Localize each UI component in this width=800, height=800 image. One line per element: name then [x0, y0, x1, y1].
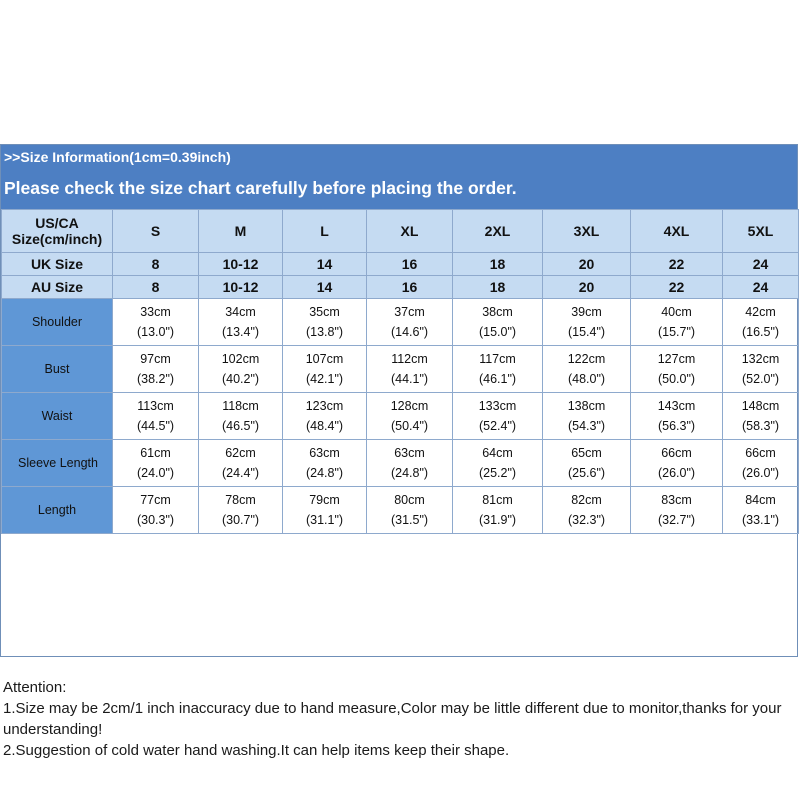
inch-value: (46.5") — [221, 419, 260, 433]
inch-value: (14.6") — [390, 325, 429, 339]
measure-cell — [199, 346, 283, 393]
uk-size-label: UK Size — [2, 253, 113, 276]
cm-value: 83cm — [661, 493, 692, 507]
measure-cell — [283, 299, 367, 346]
measure-label: Bust — [2, 346, 113, 393]
inch-value: (24.4") — [221, 466, 260, 480]
cm-value: 97cm — [140, 352, 171, 366]
cm-value: 112cm — [391, 352, 428, 366]
size-m: M — [199, 210, 283, 253]
au-size-cell: 14 — [283, 276, 367, 299]
inch-value: (13.8") — [305, 325, 344, 339]
cm-value: 66cm — [661, 446, 692, 460]
size-chart-notice: Please check the size chart carefully before placing the order. — [1, 169, 797, 209]
uk-size-cell: 24 — [723, 253, 799, 276]
measure-cell — [543, 346, 631, 393]
cm-value: 123cm — [305, 399, 344, 413]
uk-size-cell: 18 — [453, 253, 543, 276]
inch-value: (24.8") — [305, 466, 344, 480]
inch-value: (42.1") — [305, 372, 344, 386]
cm-value: 132cm — [741, 352, 780, 366]
cm-value: 82cm — [571, 493, 602, 507]
measure-label: Sleeve Length — [2, 440, 113, 487]
inch-value: (24.8") — [390, 466, 429, 480]
cm-value: 77cm — [140, 493, 171, 507]
inch-value: (25.6") — [567, 466, 606, 480]
measure-row-bust — [2, 346, 799, 393]
measure-cell — [199, 299, 283, 346]
cm-value: 127cm — [657, 352, 696, 366]
measure-cell — [631, 393, 723, 440]
inch-value: (50.4") — [390, 419, 429, 433]
cm-value: 65cm — [571, 446, 602, 460]
cm-value: 143cm — [657, 399, 696, 413]
inch-value: (54.3") — [567, 419, 606, 433]
size-l: L — [283, 210, 367, 253]
cm-value: 63cm — [394, 446, 425, 460]
cm-value: 107cm — [305, 352, 344, 366]
measure-cell — [113, 393, 199, 440]
size-s: S — [113, 210, 199, 253]
measure-row-sleeve-length — [2, 440, 799, 487]
au-size-cell: 24 — [723, 276, 799, 299]
inch-value: (26.0") — [741, 466, 780, 480]
au-size-cell: 20 — [543, 276, 631, 299]
inch-value: (31.1") — [305, 513, 344, 527]
cm-value: 138cm — [567, 399, 606, 413]
measure-cell — [723, 299, 799, 346]
inch-value: (40.2") — [221, 372, 260, 386]
cm-value: 122cm — [567, 352, 606, 366]
inch-value: (32.3") — [567, 513, 606, 527]
measure-cell — [199, 440, 283, 487]
size-header-row — [2, 210, 799, 253]
measure-cell — [113, 299, 199, 346]
inch-value: (15.4") — [567, 325, 606, 339]
measure-label: Waist — [2, 393, 113, 440]
measure-cell — [631, 299, 723, 346]
cm-value: 117cm — [479, 352, 516, 366]
inch-value: (16.5") — [741, 325, 780, 339]
au-size-cell: 16 — [367, 276, 453, 299]
inch-value: (31.9") — [478, 513, 517, 527]
cm-value: 42cm — [745, 305, 776, 319]
cm-value: 80cm — [394, 493, 425, 507]
cm-value: 63cm — [309, 446, 340, 460]
cm-value: 64cm — [482, 446, 513, 460]
attention-note-1: 1.Size may be 2cm/1 inch inaccuracy due to hand measure,Color may be little different due to monitor,thanks for your understanding! — [3, 700, 782, 738]
measure-cell — [453, 487, 543, 534]
measure-cell — [631, 346, 723, 393]
measure-cell — [367, 393, 453, 440]
uk-size-cell: 20 — [543, 253, 631, 276]
cm-value: 61cm — [140, 446, 171, 460]
size-2xl: 2XL — [453, 210, 543, 253]
measure-cell — [113, 487, 199, 534]
cm-value: 148cm — [741, 399, 780, 413]
measure-cell — [367, 299, 453, 346]
size-xl: XL — [367, 210, 453, 253]
cm-value: 133cm — [478, 399, 517, 413]
measure-cell — [199, 487, 283, 534]
uk-size-cell: 14 — [283, 253, 367, 276]
cm-value: 81cm — [482, 493, 513, 507]
cm-value: 66cm — [745, 446, 776, 460]
measure-cell — [283, 440, 367, 487]
size-3xl: 3XL — [543, 210, 631, 253]
uk-size-row — [2, 253, 799, 276]
inch-value: (44.1") — [390, 372, 429, 386]
inch-value: (56.3") — [657, 419, 696, 433]
measure-cell — [283, 346, 367, 393]
inch-value: (24.0") — [136, 466, 175, 480]
measure-label: Length — [2, 487, 113, 534]
size-5xl: 5XL — [723, 210, 799, 253]
inch-value: (50.0") — [657, 372, 696, 386]
cm-value: 37cm — [394, 305, 425, 319]
measure-row-length — [2, 487, 799, 534]
cm-value: 78cm — [225, 493, 256, 507]
cm-value: 39cm — [571, 305, 602, 319]
measure-row-waist — [2, 393, 799, 440]
measure-cell — [283, 393, 367, 440]
cm-value: 102cm — [221, 352, 260, 366]
cm-value: 128cm — [390, 399, 429, 413]
cm-value: 34cm — [225, 305, 256, 319]
cm-value: 79cm — [309, 493, 340, 507]
inch-value: (30.7") — [221, 513, 260, 527]
attention-title: Attention: — [3, 679, 67, 696]
measure-row-shoulder — [2, 299, 799, 346]
uk-size-cell: 10-12 — [199, 253, 283, 276]
size-table — [1, 209, 799, 534]
attention-notes — [3, 677, 797, 761]
au-size-label: AU Size — [2, 276, 113, 299]
uk-size-cell: 22 — [631, 253, 723, 276]
inch-value: (44.5") — [136, 419, 175, 433]
inch-value: (15.0") — [478, 325, 517, 339]
measure-cell — [723, 346, 799, 393]
uk-size-cell: 8 — [113, 253, 199, 276]
uk-size-cell: 16 — [367, 253, 453, 276]
measure-label: Shoulder — [2, 299, 113, 346]
inch-value: (38.2") — [136, 372, 175, 386]
cm-value: 38cm — [482, 305, 513, 319]
measure-cell — [631, 440, 723, 487]
inch-value: (58.3") — [741, 419, 780, 433]
measure-cell — [367, 487, 453, 534]
cm-value: 118cm — [222, 399, 259, 413]
au-size-cell: 18 — [453, 276, 543, 299]
attention-note-2: 2.Suggestion of cold water hand washing.It can help items keep their shape. — [3, 742, 510, 759]
inch-value: (26.0") — [657, 466, 696, 480]
measure-cell — [723, 440, 799, 487]
measure-cell — [199, 393, 283, 440]
inch-value: (15.7") — [657, 325, 696, 339]
measure-cell — [543, 393, 631, 440]
measure-cell — [543, 487, 631, 534]
au-size-cell: 10-12 — [199, 276, 283, 299]
measure-cell — [283, 487, 367, 534]
inch-value: (46.1") — [478, 372, 517, 386]
measure-cell — [543, 299, 631, 346]
measure-cell — [453, 440, 543, 487]
measure-cell — [367, 346, 453, 393]
measure-cell — [367, 440, 453, 487]
cm-value: 62cm — [225, 446, 256, 460]
cm-value: 35cm — [309, 305, 340, 319]
cm-value: 84cm — [745, 493, 776, 507]
inch-value: (33.1") — [741, 513, 780, 527]
cm-value: 113cm — [137, 399, 174, 413]
measure-cell — [631, 487, 723, 534]
inch-value: (31.5") — [390, 513, 429, 527]
au-size-cell: 22 — [631, 276, 723, 299]
inch-value: (48.4") — [305, 419, 344, 433]
measure-cell — [543, 440, 631, 487]
cm-value: 33cm — [140, 305, 171, 319]
measure-cell — [453, 299, 543, 346]
measure-cell — [723, 487, 799, 534]
cm-value: 40cm — [661, 305, 692, 319]
inch-value: (32.7") — [657, 513, 696, 527]
measure-cell — [453, 346, 543, 393]
au-size-row — [2, 276, 799, 299]
inch-value: (30.3") — [136, 513, 175, 527]
measure-cell — [113, 440, 199, 487]
inch-value: (13.4") — [221, 325, 260, 339]
au-size-cell: 8 — [113, 276, 199, 299]
inch-value: (52.0") — [741, 372, 780, 386]
measure-cell — [453, 393, 543, 440]
size-chart — [0, 144, 798, 759]
measure-cell — [113, 346, 199, 393]
inch-value: (52.4") — [478, 419, 517, 433]
size-4xl: 4XL — [631, 210, 723, 253]
inch-value: (48.0") — [567, 372, 606, 386]
inch-value: (13.0") — [136, 325, 175, 339]
us-size-label: US/CA Size(cm/inch) — [2, 210, 113, 253]
size-info-line: >>Size Information(1cm=0.39inch) — [1, 145, 797, 169]
inch-value: (25.2") — [478, 466, 517, 480]
measure-cell — [723, 393, 799, 440]
